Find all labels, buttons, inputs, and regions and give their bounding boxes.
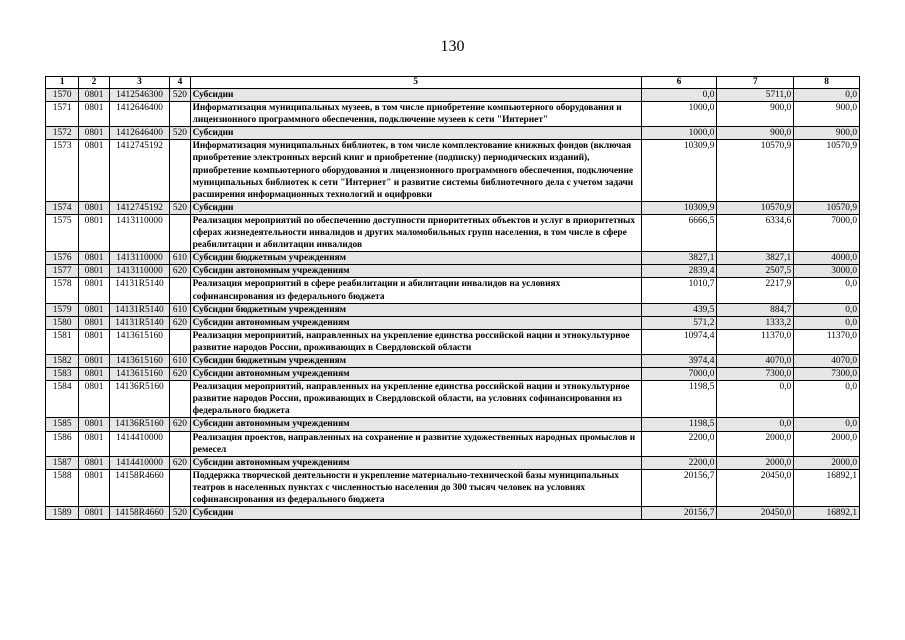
amount-col8-cell: 0,0 — [794, 316, 860, 329]
amount-col6-cell: 439,5 — [641, 303, 717, 316]
description-cell: Субсидии — [190, 89, 641, 102]
description-cell: Субсидии бюджетным учреждениям — [190, 303, 641, 316]
target-code-cell: 1412646400 — [109, 127, 170, 140]
target-code-cell: 1413110000 — [109, 214, 170, 251]
expense-type-cell: 620 — [170, 265, 190, 278]
expense-type-cell — [170, 278, 190, 303]
row-number-cell: 1573 — [46, 140, 79, 201]
table-row — [46, 329, 860, 354]
amount-col7-cell: 2000,0 — [717, 456, 794, 469]
expense-type-cell — [170, 381, 190, 418]
section-code-cell: 0801 — [79, 303, 109, 316]
description-cell: Информатизация муниципальных музеев, в том числе приобретение компьютерного оборудования и лицензионного программного обеспечения, подключение музеев к сети "Интернет" — [190, 102, 641, 127]
section-code-cell: 0801 — [79, 507, 109, 520]
table-row — [46, 316, 860, 329]
target-code-cell: 14131R5140 — [109, 316, 170, 329]
target-code-cell: 1412745192 — [109, 140, 170, 201]
section-code-cell: 0801 — [79, 469, 109, 506]
expense-type-cell: 520 — [170, 127, 190, 140]
amount-col7-cell: 5711,0 — [717, 89, 794, 102]
description-cell: Реализация мероприятий, направленных на укрепление единства российской нации и этнокультурное развитие народов России, проживающих в Свердловской области — [190, 329, 641, 354]
amount-col6-cell: 0,0 — [641, 89, 717, 102]
row-number-cell: 1577 — [46, 265, 79, 278]
amount-col7-cell: 884,7 — [717, 303, 794, 316]
table-row — [46, 278, 860, 303]
amount-col7-cell: 2000,0 — [717, 431, 794, 456]
amount-col8-cell: 11370,0 — [794, 329, 860, 354]
section-code-cell: 0801 — [79, 201, 109, 214]
description-cell: Реализация мероприятий, направленных на укрепление единства российской нации и этнокультурное развитие народов России, проживающих в Свердловской области, на условиях софинансирования из федерального бюджета — [190, 381, 641, 418]
amount-col7-cell: 0,0 — [717, 418, 794, 431]
target-code-cell: 14158R4660 — [109, 469, 170, 506]
section-code-cell: 0801 — [79, 278, 109, 303]
amount-col8-cell: 0,0 — [794, 381, 860, 418]
target-code-cell: 1414410000 — [109, 431, 170, 456]
target-code-cell: 1413615160 — [109, 329, 170, 354]
amount-col6-cell: 2200,0 — [641, 456, 717, 469]
row-number-cell: 1578 — [46, 278, 79, 303]
target-code-cell: 1412546300 — [109, 89, 170, 102]
amount-col7-cell: 2507,5 — [717, 265, 794, 278]
amount-col8-cell: 16892,1 — [794, 507, 860, 520]
row-number-cell: 1570 — [46, 89, 79, 102]
expense-type-cell — [170, 329, 190, 354]
target-code-cell: 1413110000 — [109, 252, 170, 265]
expense-type-cell: 520 — [170, 89, 190, 102]
description-cell: Реализация мероприятий по обеспечению доступности приоритетных объектов и услуг в приоритетных сферах жизнедеятельности инвалидов и других маломобильных групп населения, в том числе в сфере реабилитации и абилитации инвалидов — [190, 214, 641, 251]
table-row — [46, 303, 860, 316]
expense-type-cell: 520 — [170, 201, 190, 214]
amount-col7-cell: 1333,2 — [717, 316, 794, 329]
row-number-cell: 1586 — [46, 431, 79, 456]
amount-col6-cell: 1000,0 — [641, 102, 717, 127]
amount-col7-cell: 7300,0 — [717, 368, 794, 381]
row-number-cell: 1572 — [46, 127, 79, 140]
row-number-cell: 1580 — [46, 316, 79, 329]
amount-col8-cell: 3000,0 — [794, 265, 860, 278]
table-row — [46, 368, 860, 381]
row-number-cell: 1589 — [46, 507, 79, 520]
description-cell: Субсидии автономным учреждениям — [190, 456, 641, 469]
expense-type-cell — [170, 102, 190, 127]
amount-col7-cell: 2217,9 — [717, 278, 794, 303]
amount-col6-cell: 1198,5 — [641, 418, 717, 431]
amount-col8-cell: 4000,0 — [794, 252, 860, 265]
amount-col8-cell: 0,0 — [794, 418, 860, 431]
description-cell: Субсидии автономным учреждениям — [190, 418, 641, 431]
column-header: 1 — [46, 77, 79, 89]
row-number-cell: 1587 — [46, 456, 79, 469]
table-row — [46, 456, 860, 469]
section-code-cell: 0801 — [79, 102, 109, 127]
column-header: 5 — [190, 77, 641, 89]
expense-type-cell — [170, 431, 190, 456]
description-cell: Субсидии — [190, 201, 641, 214]
column-header: 7 — [717, 77, 794, 89]
amount-col7-cell: 20450,0 — [717, 469, 794, 506]
description-cell: Информатизация муниципальных библиотек, в том числе комплектование книжных фондов (включая приобретение электронных версий книг и приобретение (подписку) периодических изданий), приобретение компьютерного оборудования и лицензионного программного обеспечения, подключение муниципальных библиотек к сети "Интернет" и развитие системы библиотечного дела с учетом задачи расширения информационных технологий и оцифровки — [190, 140, 641, 201]
amount-col6-cell: 2200,0 — [641, 431, 717, 456]
amount-col8-cell: 0,0 — [794, 89, 860, 102]
table-row — [46, 381, 860, 418]
description-cell: Субсидии бюджетным учреждениям — [190, 354, 641, 367]
section-code-cell: 0801 — [79, 418, 109, 431]
target-code-cell: 14131R5140 — [109, 278, 170, 303]
table-row — [46, 431, 860, 456]
budget-table — [45, 76, 860, 520]
section-code-cell: 0801 — [79, 89, 109, 102]
section-code-cell: 0801 — [79, 214, 109, 251]
row-number-cell: 1575 — [46, 214, 79, 251]
amount-col7-cell: 0,0 — [717, 381, 794, 418]
amount-col7-cell: 10570,9 — [717, 201, 794, 214]
amount-col8-cell: 900,0 — [794, 127, 860, 140]
description-cell: Субсидии бюджетным учреждениям — [190, 252, 641, 265]
row-number-cell: 1574 — [46, 201, 79, 214]
section-code-cell: 0801 — [79, 127, 109, 140]
section-code-cell: 0801 — [79, 140, 109, 201]
amount-col8-cell: 0,0 — [794, 303, 860, 316]
amount-col6-cell: 7000,0 — [641, 368, 717, 381]
amount-col6-cell: 2839,4 — [641, 265, 717, 278]
amount-col6-cell: 10309,9 — [641, 201, 717, 214]
table-row — [46, 507, 860, 520]
table-row — [46, 214, 860, 251]
description-cell: Субсидии — [190, 127, 641, 140]
amount-col8-cell: 0,0 — [794, 278, 860, 303]
amount-col8-cell: 4070,0 — [794, 354, 860, 367]
target-code-cell: 1413615160 — [109, 368, 170, 381]
table-row — [46, 201, 860, 214]
target-code-cell: 14131R5140 — [109, 303, 170, 316]
amount-col6-cell: 10974,4 — [641, 329, 717, 354]
target-code-cell: 14158R4660 — [109, 507, 170, 520]
amount-col8-cell: 16892,1 — [794, 469, 860, 506]
amount-col6-cell: 20156,7 — [641, 507, 717, 520]
target-code-cell: 1412646400 — [109, 102, 170, 127]
amount-col8-cell: 900,0 — [794, 102, 860, 127]
amount-col8-cell: 7000,0 — [794, 214, 860, 251]
column-header: 6 — [641, 77, 717, 89]
amount-col7-cell: 11370,0 — [717, 329, 794, 354]
table-row — [46, 354, 860, 367]
amount-col7-cell: 900,0 — [717, 127, 794, 140]
expense-type-cell: 620 — [170, 456, 190, 469]
section-code-cell: 0801 — [79, 368, 109, 381]
amount-col8-cell: 10570,9 — [794, 140, 860, 201]
description-cell: Субсидии автономным учреждениям — [190, 265, 641, 278]
expense-type-cell — [170, 214, 190, 251]
column-header: 2 — [79, 77, 109, 89]
expense-type-cell: 610 — [170, 303, 190, 316]
column-header: 4 — [170, 77, 190, 89]
row-number-cell: 1579 — [46, 303, 79, 316]
description-cell: Реализация проектов, направленных на сохранение и развитие художественных народных промыслов и ремесел — [190, 431, 641, 456]
target-code-cell: 1413110000 — [109, 265, 170, 278]
row-number-cell: 1581 — [46, 329, 79, 354]
description-cell: Субсидии — [190, 507, 641, 520]
expense-type-cell — [170, 140, 190, 201]
table-row — [46, 265, 860, 278]
amount-col7-cell: 900,0 — [717, 102, 794, 127]
amount-col7-cell: 10570,9 — [717, 140, 794, 201]
column-header: 3 — [109, 77, 170, 89]
amount-col7-cell: 20450,0 — [717, 507, 794, 520]
amount-col8-cell: 2000,0 — [794, 456, 860, 469]
row-number-cell: 1571 — [46, 102, 79, 127]
expense-type-cell: 620 — [170, 368, 190, 381]
amount-col6-cell: 1010,7 — [641, 278, 717, 303]
section-code-cell: 0801 — [79, 265, 109, 278]
table-row — [46, 127, 860, 140]
amount-col7-cell: 3827,1 — [717, 252, 794, 265]
amount-col6-cell: 3974,4 — [641, 354, 717, 367]
table-row — [46, 89, 860, 102]
column-header: 8 — [794, 77, 860, 89]
target-code-cell: 14136R5160 — [109, 418, 170, 431]
target-code-cell: 1412745192 — [109, 201, 170, 214]
row-number-cell: 1583 — [46, 368, 79, 381]
amount-col7-cell: 6334,6 — [717, 214, 794, 251]
amount-col7-cell: 4070,0 — [717, 354, 794, 367]
row-number-cell: 1585 — [46, 418, 79, 431]
section-code-cell: 0801 — [79, 354, 109, 367]
description-cell: Реализация мероприятий в сфере реабилитации и абилитации инвалидов на условиях софинансирования из федерального бюджета — [190, 278, 641, 303]
table-row — [46, 418, 860, 431]
description-cell: Поддержка творческой деятельности и укрепление материально-технической базы муниципальных театров в населенных пунктах с численностью населения до 300 тысяч человек на условиях софинансирования из федерального бюджета — [190, 469, 641, 506]
row-number-cell: 1588 — [46, 469, 79, 506]
page-number: 130 — [440, 38, 465, 55]
expense-type-cell: 610 — [170, 252, 190, 265]
amount-col6-cell: 1000,0 — [641, 127, 717, 140]
description-cell: Субсидии автономным учреждениям — [190, 316, 641, 329]
table-row — [46, 252, 860, 265]
expense-type-cell: 620 — [170, 418, 190, 431]
amount-col6-cell: 10309,9 — [641, 140, 717, 201]
target-code-cell: 1413615160 — [109, 354, 170, 367]
header-row — [46, 77, 860, 89]
amount-col6-cell: 571,2 — [641, 316, 717, 329]
table-row — [46, 469, 860, 506]
section-code-cell: 0801 — [79, 316, 109, 329]
amount-col6-cell: 20156,7 — [641, 469, 717, 506]
section-code-cell: 0801 — [79, 431, 109, 456]
amount-col6-cell: 3827,1 — [641, 252, 717, 265]
section-code-cell: 0801 — [79, 381, 109, 418]
amount-col8-cell: 2000,0 — [794, 431, 860, 456]
table-row — [46, 102, 860, 127]
expense-type-cell: 620 — [170, 316, 190, 329]
row-number-cell: 1582 — [46, 354, 79, 367]
amount-col8-cell: 10570,9 — [794, 201, 860, 214]
section-code-cell: 0801 — [79, 252, 109, 265]
expense-type-cell: 520 — [170, 507, 190, 520]
amount-col8-cell: 7300,0 — [794, 368, 860, 381]
table-row — [46, 140, 860, 201]
section-code-cell: 0801 — [79, 329, 109, 354]
row-number-cell: 1576 — [46, 252, 79, 265]
target-code-cell: 14136R5160 — [109, 381, 170, 418]
description-cell: Субсидии автономным учреждениям — [190, 368, 641, 381]
section-code-cell: 0801 — [79, 456, 109, 469]
row-number-cell: 1584 — [46, 381, 79, 418]
amount-col6-cell: 1198,5 — [641, 381, 717, 418]
expense-type-cell — [170, 469, 190, 506]
expense-type-cell: 610 — [170, 354, 190, 367]
target-code-cell: 1414410000 — [109, 456, 170, 469]
amount-col6-cell: 6666,5 — [641, 214, 717, 251]
